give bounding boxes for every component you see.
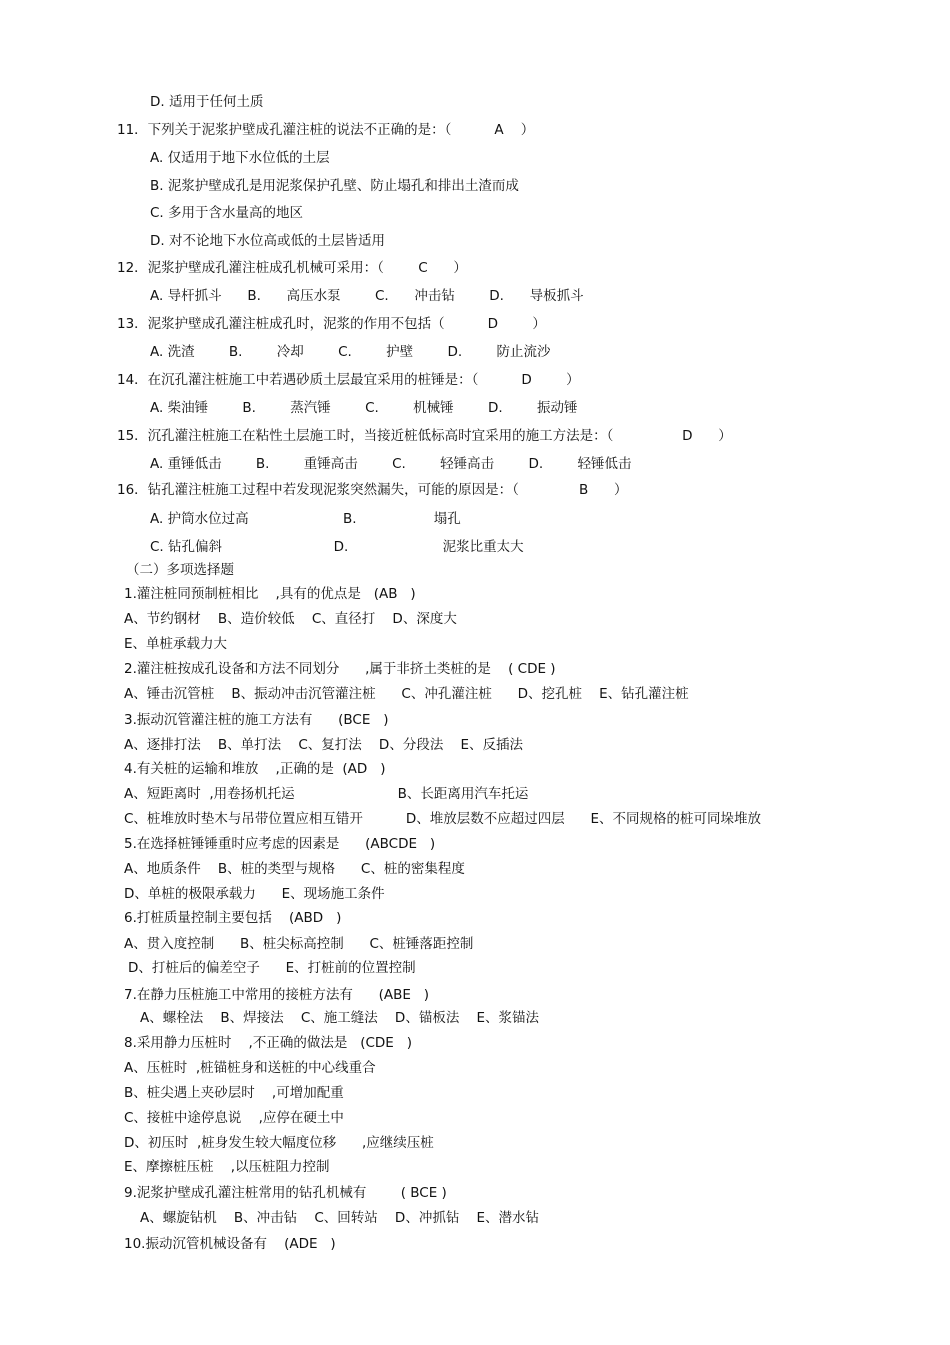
- option-line: C. 钻孔偏斜 D. 泥浆比重太大: [150, 539, 524, 555]
- option-line: D. 对不论地下水位高或低的土层皆适用: [150, 233, 385, 249]
- option-line: D、初压时 ,桩身发生较大幅度位移 ,应继续压桩: [124, 1135, 434, 1151]
- option-line: C. 多用于含水量高的地区: [150, 205, 304, 221]
- question-line: 9.泥浆护壁成孔灌注桩常用的钻孔机械有 ( BCE ): [124, 1185, 447, 1201]
- option-line: B. 泥浆护壁成孔是用泥浆保护孔壁、防止塌孔和排出土渣而成: [150, 178, 519, 194]
- question-line: 16．钻孔灌注桩施工过程中若发现泥浆突然漏失，可能的原因是：（ B ）: [117, 482, 628, 498]
- question-line: 14．在沉孔灌注桩施工中若遇砂质土层最宜采用的桩锤是：（ D ）: [117, 372, 580, 388]
- option-line: A. 洗渣 B. 冷却 C. 护壁 D. 防止流沙: [150, 344, 551, 360]
- option-line: A、锤击沉管桩 B、振动冲击沉管灌注桩 C、冲孔灌注桩 D、挖孔桩 E、钻孔灌注桩: [124, 686, 689, 702]
- option-line: D. 适用于任何土质: [150, 94, 264, 110]
- question-line: 1.灌注桩同预制桩相比 ,具有的优点是 (AB ): [124, 586, 416, 602]
- question-line: 4.有关桩的运输和堆放 ,正确的是 (AD ): [124, 761, 386, 777]
- option-line: B、桩尖遇上夹砂层时 ,可增加配重: [124, 1085, 344, 1101]
- question-line: 5.在选择桩锤锤重时应考虑的因素是 (ABCDE ): [124, 836, 436, 852]
- option-line: A. 仅适用于地下水位低的土层: [150, 150, 330, 166]
- option-line: A、短距离时 ,用卷扬机托运 B、长距离用汽车托运: [124, 786, 529, 802]
- option-line: D、单桩的极限承载力 E、现场施工条件: [124, 886, 385, 902]
- option-line: E、单桩承载力大: [124, 636, 228, 652]
- option-line: A、节约钢材 B、造价较低 C、直径打 D、深度大: [124, 611, 457, 627]
- option-line: A、逐排打法 B、单打法 C、复打法 D、分段法 E、反插法: [124, 737, 524, 753]
- option-line: A. 重锤低击 B. 重锤高击 C. 轻锤高击 D. 轻锤低击: [150, 456, 632, 472]
- section-heading: （二）多项选择题: [126, 562, 234, 578]
- question-line: 13．泥浆护壁成孔灌注桩成孔时，泥浆的作用不包括（ D ）: [117, 316, 546, 332]
- option-line: A. 柴油锤 B. 蒸汽锤 C. 机械锤 D. 振动锤: [150, 400, 578, 416]
- question-line: 12．泥浆护壁成孔灌注桩成孔机械可采用：（ C ）: [117, 260, 467, 276]
- option-line: A. 护筒水位过高 B. 塌孔: [150, 511, 461, 527]
- question-line: 10.振动沉管机械设备有 (ADE ): [124, 1236, 336, 1252]
- question-line: 15．沉孔灌注桩施工在粘性土层施工时，当接近桩低标高时宜采用的施工方法是：（ D ）: [117, 428, 732, 444]
- question-line: 2.灌注桩按成孔设备和方法不同划分 ,属于非挤土类桩的是 ( CDE ): [124, 661, 556, 677]
- question-line: 3.振动沉管灌注桩的施工方法有 (BCE ): [124, 712, 389, 728]
- option-line: D、打桩后的偏差空子 E、打桩前的位置控制: [128, 960, 416, 976]
- question-line: 6.打桩质量控制主要包括 (ABD ): [124, 910, 342, 926]
- question-line: 11．下列关于泥浆护壁成孔灌注桩的说法不正确的是：（ A ）: [117, 122, 535, 138]
- question-line: 7.在静力压桩施工中常用的接桩方法有 (ABE ): [124, 987, 430, 1003]
- question-line: 8.采用静力压桩时 ,不正确的做法是 (CDE ): [124, 1035, 412, 1051]
- option-line: A. 导杆抓斗 B. 高压水泵 C. 冲击钻 D. 导板抓斗: [150, 288, 584, 304]
- option-line: E、摩擦桩压桩 ,以压桩阻力控制: [124, 1159, 330, 1175]
- option-line: A、螺旋钻机 B、冲击钻 C、回转站 D、冲抓钻 E、潜水钻: [140, 1210, 540, 1226]
- option-line: C、桩堆放时垫木与吊带位置应相互错开 D、堆放层数不应超过四层 E、不同规格的桩可同垛堆放: [124, 811, 762, 827]
- option-line: A、地质条件 B、桩的类型与规格 C、桩的密集程度: [124, 861, 465, 877]
- option-line: A、压桩时 ,桩锚桩身和送桩的中心线重合: [124, 1060, 376, 1076]
- option-line: A、螺栓法 B、焊接法 C、施工缝法 D、锚板法 E、浆锚法: [140, 1010, 540, 1026]
- option-line: C、接桩中途停息说 ,应停在硬土中: [124, 1110, 344, 1126]
- option-line: A、贯入度控制 B、桩尖标高控制 C、桩锤落距控制: [124, 936, 474, 952]
